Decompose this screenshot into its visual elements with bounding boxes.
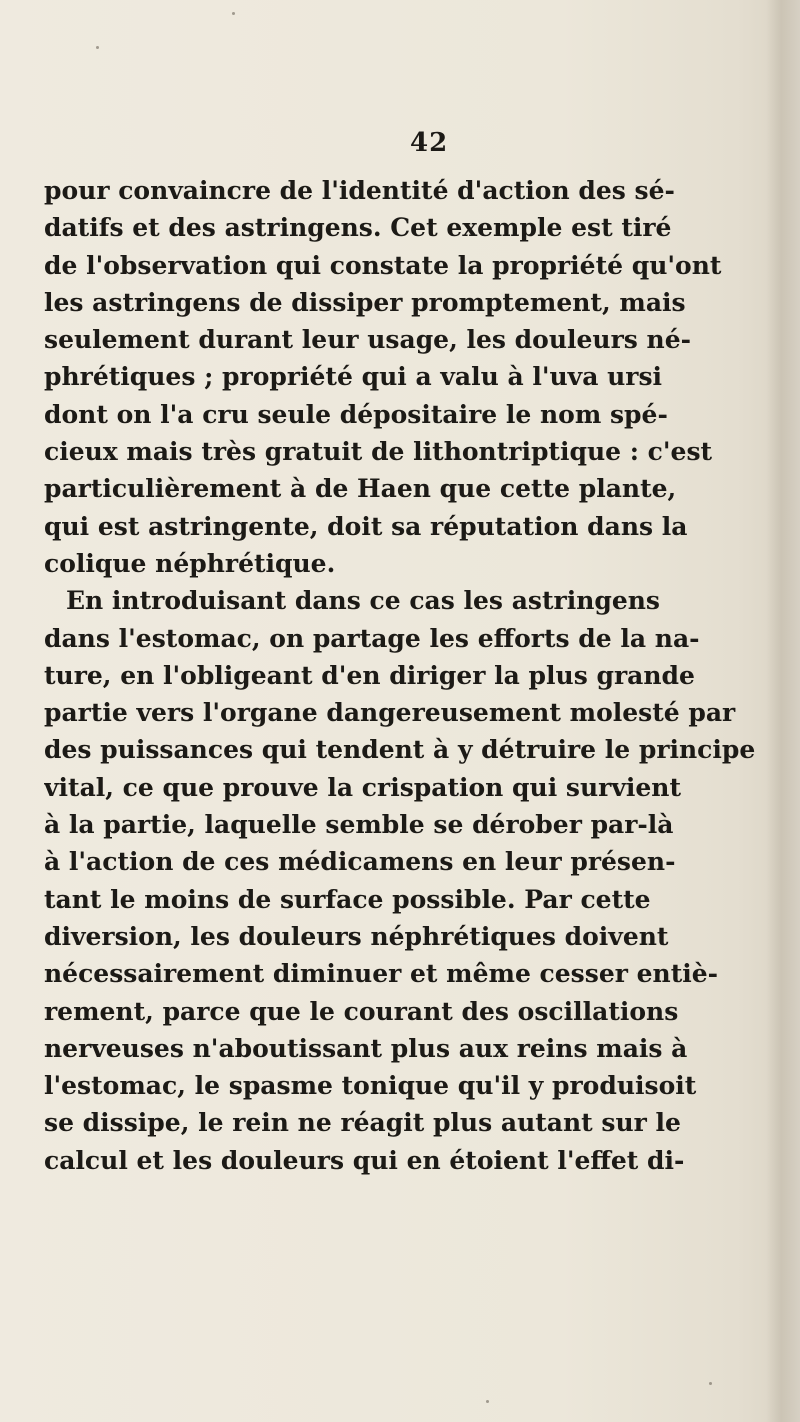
text-line: qui est astringente, doit sa réputation dans la [44, 511, 688, 541]
text-line: à la partie, laquelle semble se dérober par-là [44, 810, 674, 840]
text-line: dans l'estomac, on partage les efforts de la na- [44, 623, 700, 653]
text-line: datifs et des astringens. Cet exemple est tiré [44, 213, 672, 243]
text-line: cieux mais très gratuit de lithontriptique : c'est [44, 437, 713, 467]
text-line: partie vers l'organe dangereusement molesté par [44, 698, 736, 728]
text-line: de l'observation qui constate la propriété qu'ont [44, 250, 722, 280]
text-line: diversion, les douleurs néphrétiques doivent [44, 921, 669, 951]
text-line: à l'action de ces médicamens en leur présen- [44, 847, 676, 877]
text-line: colique néphrétique. [44, 548, 336, 578]
text-line: des puissances qui tendent à y détruire le principe [44, 735, 756, 765]
paper-speck [96, 46, 99, 49]
paper-speck [232, 12, 235, 15]
text-line: phrétiques ; propriété qui a valu à l'uva ursi [44, 362, 663, 392]
text-line: particulièrement à de Haen que cette plante, [44, 474, 677, 504]
text-line: calcul et les douleurs qui en étoient l'effet di- [44, 1145, 685, 1175]
text-line: nerveuses n'aboutissant plus aux reins mais à [44, 1033, 688, 1063]
paper-speck [486, 1400, 489, 1403]
text-line: l'estomac, le spasme tonique qu'il y produisoit [44, 1071, 697, 1101]
text-line: se dissipe, le rein ne réagit plus autant sur le [44, 1108, 681, 1138]
paragraph-start-line: En introduisant dans ce cas les astringens [66, 586, 661, 616]
body-text [44, 172, 776, 1179]
text-line: seulement durant leur usage, les douleurs né- [44, 325, 691, 355]
text-line: les astringens de dissiper promptement, mais [44, 287, 686, 317]
page-number: 42 [410, 128, 449, 158]
text-line: vital, ce que prouve la crispation qui survient [44, 772, 681, 802]
text-line: ture, en l'obligeant d'en diriger la plus grande [44, 660, 695, 690]
paper-speck [709, 1382, 712, 1385]
text-line: rement, parce que le courant des oscillations [44, 996, 679, 1026]
text-line: nécessairement diminuer et même cesser entiè- [44, 959, 719, 989]
text-line: dont on l'a cru seule dépositaire le nom spé- [44, 399, 668, 429]
text-line: pour convaincre de l'identité d'action des sé- [44, 176, 675, 205]
text-line: tant le moins de surface possible. Par cette [44, 884, 651, 914]
